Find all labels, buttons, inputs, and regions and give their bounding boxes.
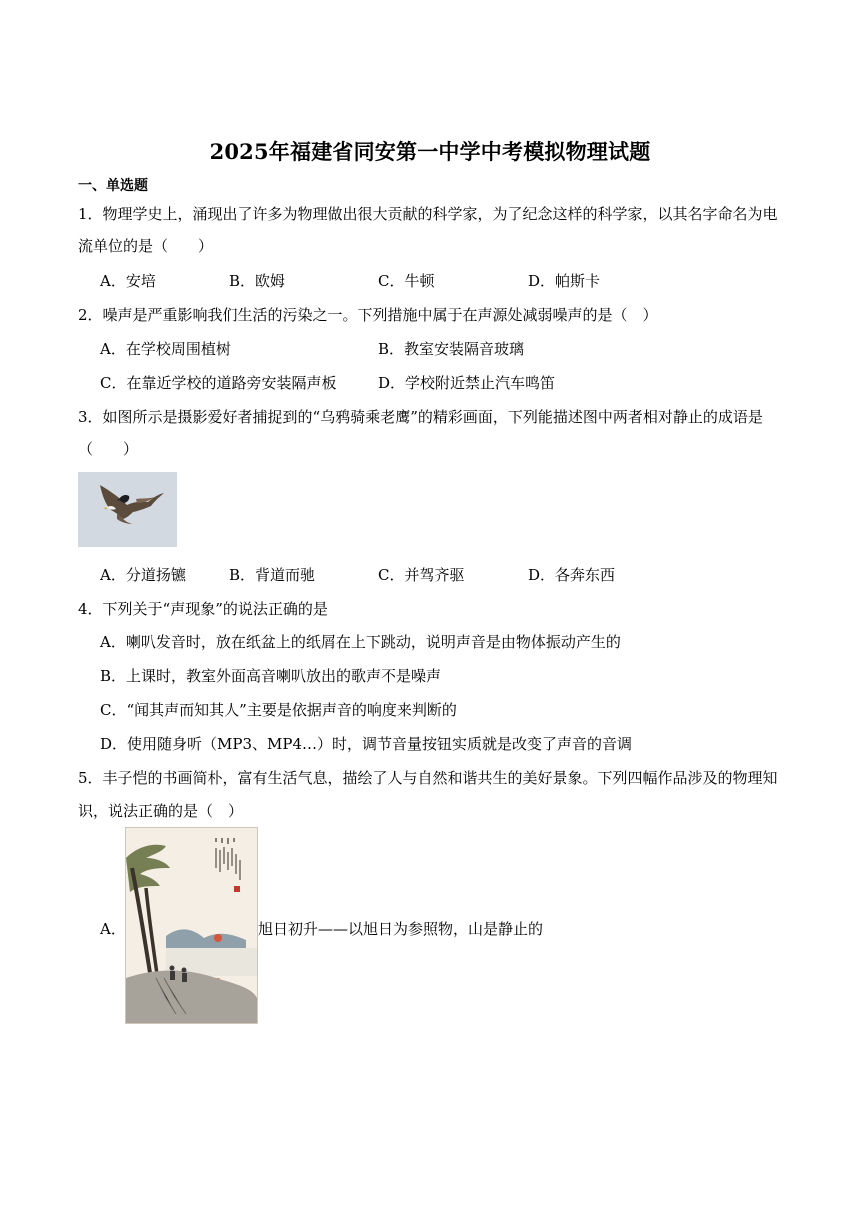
question-2-line-1: 2．噪声是严重影响我们生活的污染之一。下列措施中属于在声源处减弱噪声的是（ ）: [78, 306, 658, 324]
sunrise-painting-image: [126, 828, 257, 1023]
section-heading: 一、单选题: [78, 178, 148, 194]
question-2-option-b: B．教室安装隔音玻璃: [378, 340, 525, 358]
question-5-option-a-text: 旭日初升——以旭日为参照物，山是静止的: [258, 920, 544, 938]
question-2-option-c: C．在靠近学校的道路旁安装隔声板: [100, 374, 337, 392]
question-3-line-2: （ ）: [78, 440, 139, 458]
question-3-option-a: A．分道扬镳: [100, 566, 186, 584]
question-5-option-a-label: A．: [100, 920, 126, 938]
question-1-line-1: 1．物理学史上，涌现出了许多为物理做出很大贡献的科学家，为了纪念这样的科学家，以其名字命名为电: [78, 205, 778, 223]
question-1-line-2: 流单位的是（ ）: [78, 237, 214, 255]
question-1-option-a: A．安培: [100, 272, 156, 290]
question-2-option-d: D．学校附近禁止汽车鸣笛: [378, 374, 556, 392]
question-4-option-b: B．上课时，教室外面高音喇叭放出的歌声不是噪声: [100, 667, 442, 685]
question-1-option-d: D．帕斯卡: [528, 272, 601, 290]
question-3-option-c: C．并驾齐驱: [378, 566, 465, 584]
question-4-line-1: 4．下列关于“声现象”的说法正确的是: [78, 600, 328, 618]
crow-riding-eagle-image: [78, 472, 177, 547]
question-4-option-d: D．使用随身听（MP3、MP4…）时，调节音量按钮实质就是改变了声音的音调: [100, 735, 633, 753]
question-5-line-1: 5．丰子恺的书画简朴，富有生活气息，描绘了人与自然和谐共生的美好景象。下列四幅作品涉及的物理知: [78, 769, 778, 787]
question-2-option-a: A．在学校周围植树: [100, 340, 231, 358]
question-3-option-b: B．背道而驰: [229, 566, 316, 584]
question-1-option-b: B．欧姆: [229, 272, 286, 290]
page-title: 2025年福建省同安第一中学中考模拟物理试题: [209, 139, 651, 164]
question-4-option-a: A．喇叭发音时，放在纸盆上的纸屑在上下跳动，说明声音是由物体振动产生的: [100, 633, 621, 651]
question-3-line-1: 3．如图所示是摄影爱好者捕捉到的“乌鸦骑乘老鹰”的精彩画面，下列能描述图中两者相对静止的成语是: [78, 408, 763, 426]
question-3-option-d: D．各奔东西: [528, 566, 616, 584]
question-1-option-c: C．牛顿: [378, 272, 435, 290]
question-5-line-2: 识，说法正确的是（ ）: [78, 802, 244, 820]
question-4-option-c: C．“闻其声而知其人”主要是依据声音的响度来判断的: [100, 701, 457, 719]
